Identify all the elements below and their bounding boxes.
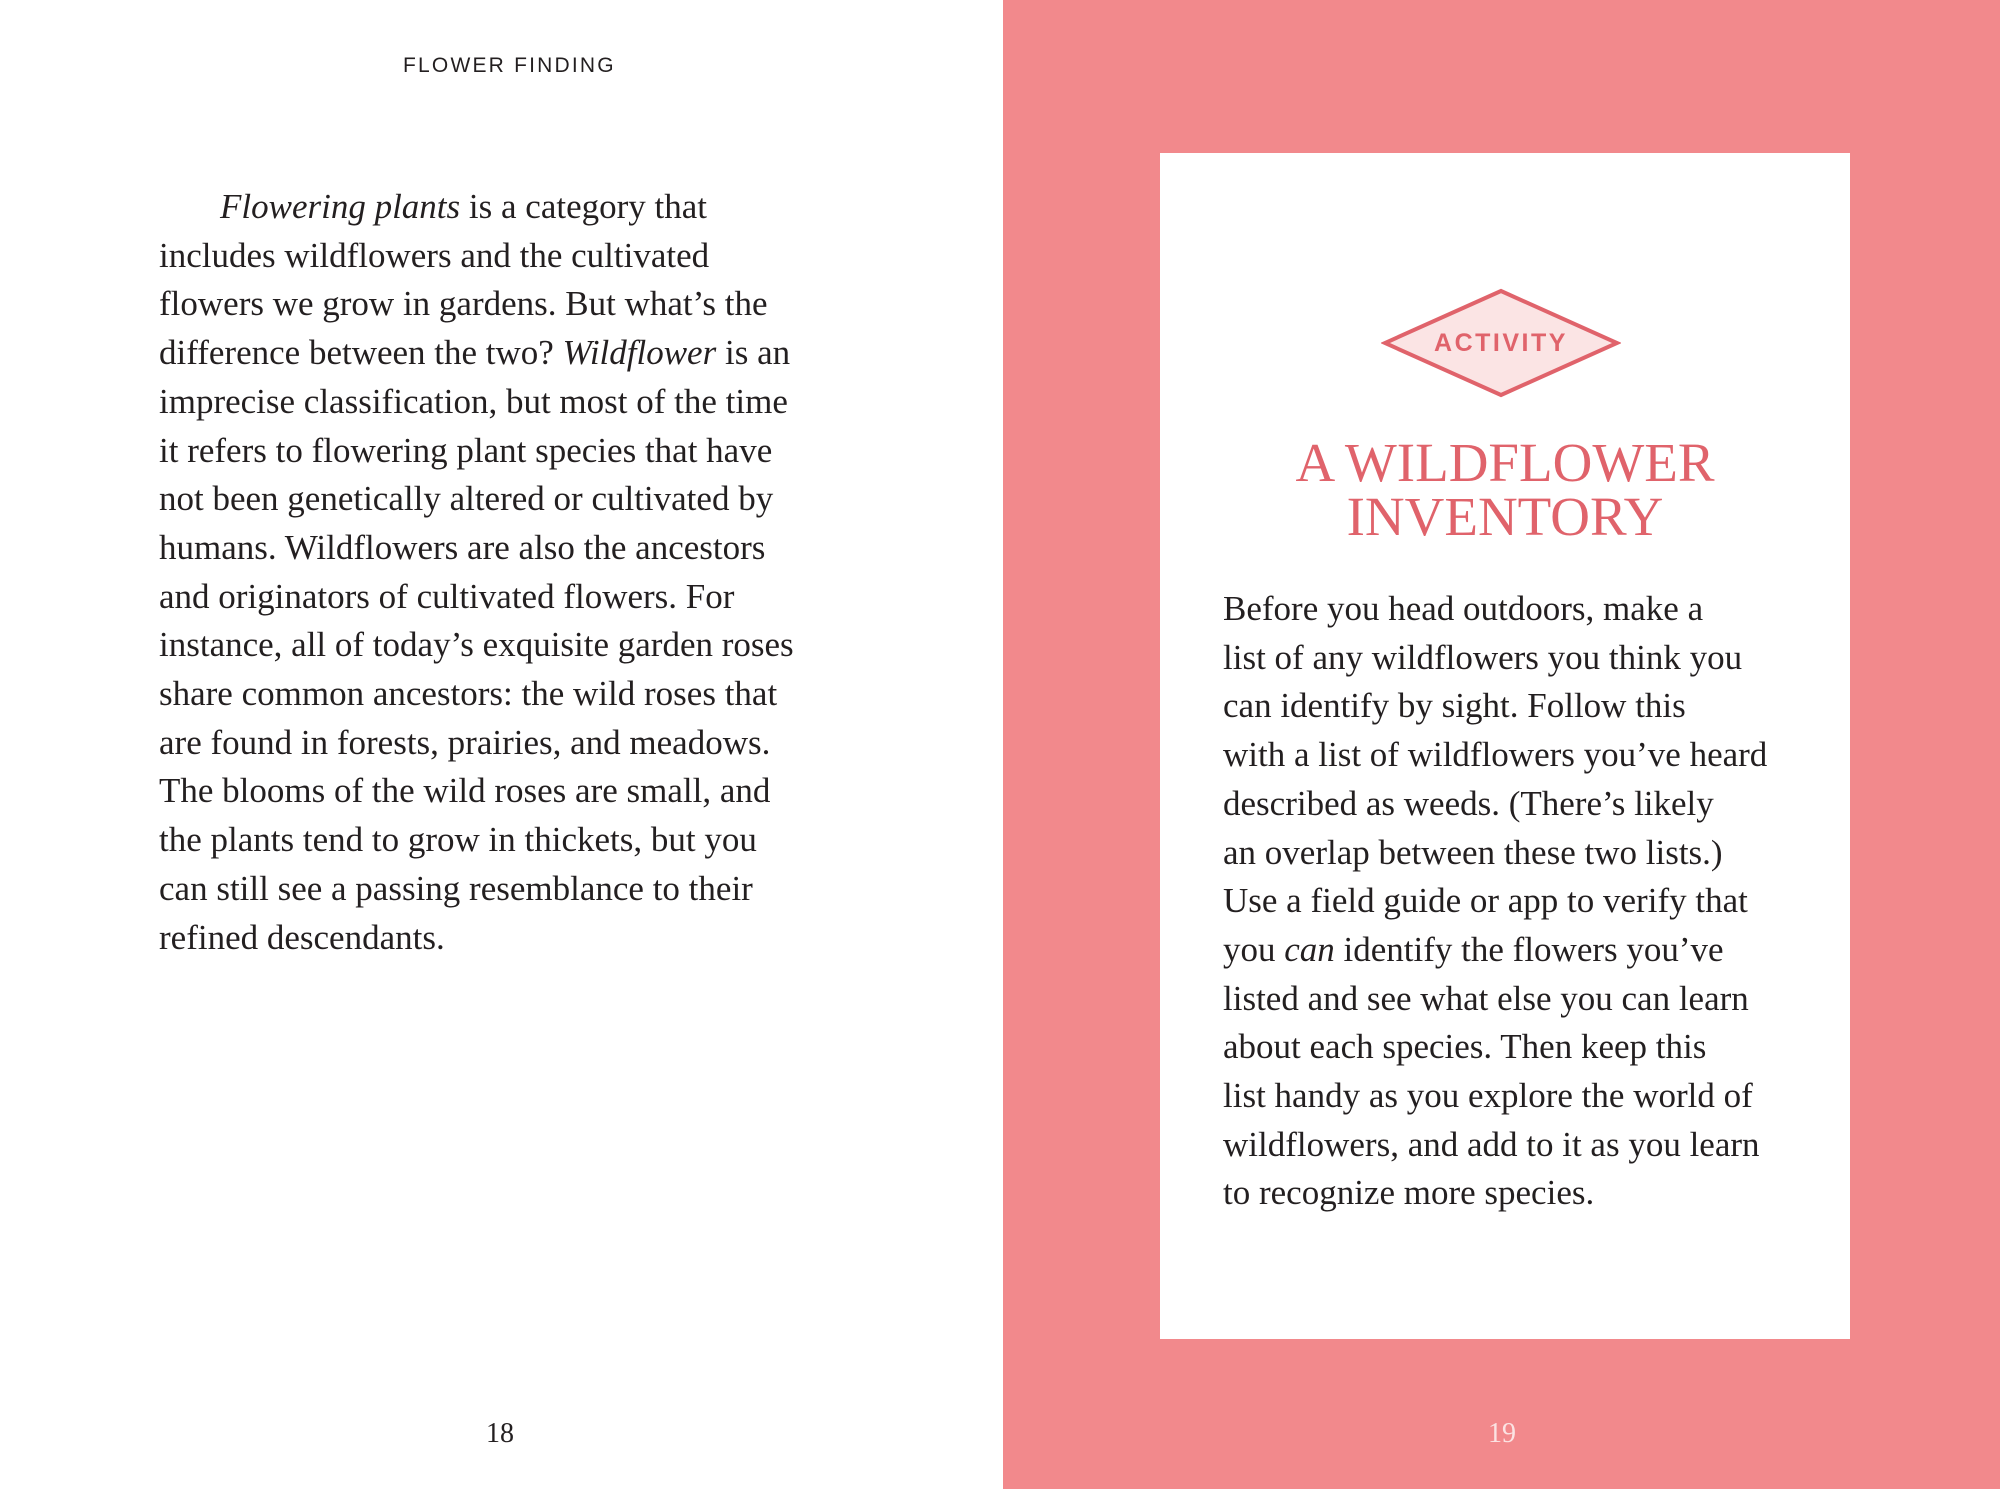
activity-card	[1160, 153, 1850, 1339]
text-segment: imprecise classification, but most of the time	[159, 381, 788, 421]
title-line-2: INVENTORY	[1346, 486, 1664, 547]
activity-line	[1223, 975, 1823, 1024]
text-segment: an overlap between these two lists.)	[1223, 832, 1723, 872]
activity-line	[1223, 926, 1823, 975]
paragraph-line	[159, 378, 859, 427]
paragraph-line	[159, 719, 859, 768]
paragraph-line	[159, 524, 859, 573]
activity-line	[1223, 585, 1823, 634]
text-segment: share common ancestors: the wild roses that	[159, 674, 778, 714]
text-segment: The blooms of the wild roses are small, and	[159, 771, 771, 811]
left-body-text	[159, 183, 859, 962]
activity-line	[1223, 1169, 1823, 1218]
activity-badge	[1381, 288, 1621, 398]
activity-line	[1223, 1023, 1823, 1072]
paragraph-line	[159, 427, 859, 476]
text-segment: instance, all of today’s exquisite garden roses	[159, 625, 794, 665]
activity-line	[1223, 780, 1823, 829]
paragraph-line	[159, 232, 859, 281]
activity-line	[1223, 1072, 1823, 1121]
paragraph-line	[159, 670, 859, 719]
text-segment: difference between the two?	[159, 333, 563, 373]
activity-line	[1223, 829, 1823, 878]
text-segment: are found in forests, prairies, and meadows.	[159, 722, 771, 762]
text-segment: includes wildflowers and the cultivated	[159, 235, 710, 275]
text-segment: identify the flowers you’ve	[1334, 929, 1724, 969]
title-line-1: A WILDFLOWER	[1295, 432, 1715, 493]
text-segment: refined descendants.	[159, 917, 445, 957]
page-number-left: 18	[486, 1418, 514, 1449]
paragraph-line	[159, 914, 859, 963]
paragraph-line	[159, 767, 859, 816]
paragraph-line	[159, 621, 859, 670]
text-segment: Before you head outdoors, make a	[1223, 589, 1704, 628]
page-number-right: 19	[1488, 1418, 1516, 1449]
activity-body-text	[1223, 585, 1823, 1218]
text-segment: you	[1223, 929, 1285, 969]
paragraph-line	[159, 183, 859, 232]
text-segment: Use a field guide or app to verify that	[1223, 881, 1748, 921]
text-segment: can still see a passing resemblance to their	[159, 868, 753, 908]
text-segment: list of any wildflowers you think you	[1223, 637, 1743, 677]
paragraph-line	[159, 865, 859, 914]
paragraph-line	[159, 816, 859, 865]
activity-line	[1223, 877, 1823, 926]
text-segment: flowers we grow in gardens. But what’s the	[159, 284, 768, 324]
running-head: FLOWER FINDING	[403, 54, 616, 77]
paragraph-line	[159, 573, 859, 622]
badge-label: ACTIVITY	[1434, 328, 1568, 357]
text-segment: can identify by sight. Follow this	[1223, 686, 1686, 726]
text-segment: and originators of cultivated flowers. For	[159, 576, 735, 616]
text-segment: humans. Wildflowers are also the ancestors	[159, 527, 766, 567]
text-segment: listed and see what else you can learn	[1223, 978, 1749, 1018]
text-segment: is a category that	[460, 187, 708, 226]
activity-line	[1223, 682, 1823, 731]
italic-text: can	[1284, 929, 1335, 969]
paragraph-line	[159, 280, 859, 329]
text-segment: wildflowers, and add to it as you learn	[1223, 1124, 1760, 1164]
text-segment: it refers to flowering plant species that have	[159, 430, 773, 470]
italic-text: Flowering plants	[220, 187, 461, 226]
text-segment: is an	[716, 333, 791, 373]
text-segment: described as weeds. (There’s likely	[1223, 783, 1714, 823]
text-segment: about each species. Then keep this	[1223, 1027, 1707, 1067]
activity-line	[1223, 1121, 1823, 1170]
activity-line	[1223, 634, 1823, 683]
text-segment: the plants tend to grow in thickets, but you	[159, 820, 757, 860]
text-segment: with a list of wildflowers you’ve heard	[1223, 735, 1768, 775]
activity-title	[1160, 432, 1850, 547]
text-segment: to recognize more species.	[1223, 1173, 1595, 1213]
italic-text: Wildflower	[562, 333, 717, 373]
paragraph-line	[159, 329, 859, 378]
text-segment: list handy as you explore the world of	[1223, 1076, 1753, 1116]
activity-line	[1223, 731, 1823, 780]
paragraph-line	[159, 475, 859, 524]
text-segment: not been genetically altered or cultivated by	[159, 479, 774, 519]
